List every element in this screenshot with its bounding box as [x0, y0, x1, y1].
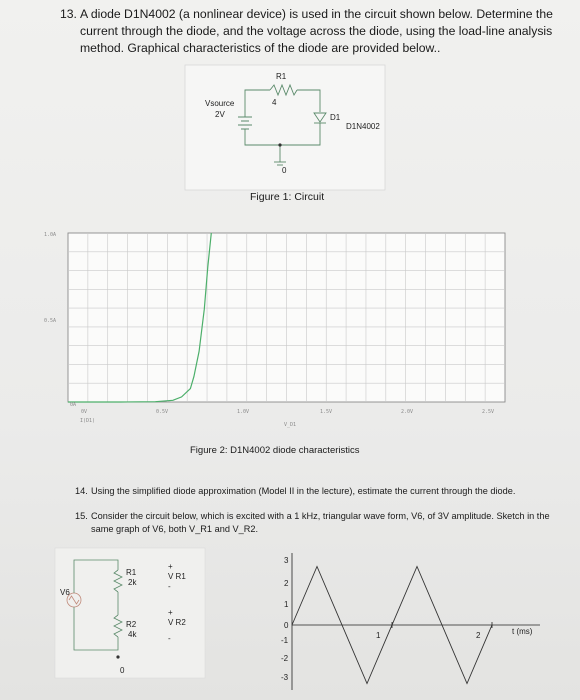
- x-tick-label: 2.0V: [401, 409, 414, 415]
- question-15-number: 15.: [75, 511, 88, 521]
- vr2-label: V R2: [168, 618, 186, 627]
- question-15-text: Consider the circuit below, which is excited with a 1 kHz, triangular wave form, V6, of 3V amplitude. Sketch in the same graph of V6, both V_R1 and V_R2.: [91, 511, 550, 534]
- wave-y-tick: -3: [281, 673, 289, 682]
- question-13-number: 13.: [60, 7, 77, 21]
- x-axis-label: V_D1: [284, 422, 297, 428]
- source-value: 2V: [215, 110, 225, 119]
- wave-x-tick: 2: [476, 631, 481, 640]
- r1-value: 4: [272, 98, 277, 107]
- x-tick-label: 0V: [81, 409, 88, 415]
- minus-sign: -: [168, 582, 171, 591]
- r1-label: R1: [276, 72, 287, 81]
- wave-y-tick: -2: [281, 654, 289, 663]
- ground-label: 0: [282, 166, 287, 175]
- wave-x-unit: t (ms): [512, 627, 533, 636]
- x-tick-label: 1.5V: [320, 409, 333, 415]
- r2-label: R2: [126, 620, 137, 629]
- diode-label: D1: [330, 113, 341, 122]
- wave-y-tick: 2: [284, 579, 289, 588]
- minus-sign: -: [168, 634, 171, 643]
- source-v6-label: V6: [60, 588, 70, 597]
- wave-x-tick: 1: [376, 631, 381, 640]
- diode-part-number: D1N4002: [346, 122, 380, 131]
- y-tick-label: 0A: [70, 402, 77, 408]
- r2-value: 4k: [128, 630, 137, 639]
- question-14-number: 14.: [75, 486, 88, 496]
- question-14-text: Using the simplified diode approximation (Model II in the lecture), estimate the current through the diode.: [91, 486, 516, 496]
- x-tick-label: 2.5V: [482, 409, 495, 415]
- figure-2-caption: Figure 2: D1N4002 diode characteristics: [190, 445, 360, 456]
- r1-label: R1: [126, 568, 137, 577]
- r1-value: 2k: [128, 578, 137, 587]
- plus-sign: +: [168, 608, 173, 617]
- source-label: Vsource: [205, 99, 235, 108]
- ground-label: 0: [120, 666, 125, 675]
- plus-sign: +: [168, 562, 173, 571]
- question-13-text: A diode D1N4002 (a nonlinear device) is used in the circuit shown below. Determine the current through the diode, and the voltage across the diode, using the load-line analysis method. Graphical characteristics of the diode are provided below..: [80, 7, 553, 55]
- wave-y-tick: -1: [281, 636, 289, 645]
- wave-y-tick: 1: [284, 600, 289, 609]
- vr1-label: V R1: [168, 572, 186, 581]
- x-tick-label: 1.0V: [237, 409, 250, 415]
- figure-1-caption: Figure 1: Circuit: [250, 191, 325, 203]
- x-tick-label: 0.5V: [156, 409, 169, 415]
- y-tick-label: 0.5A: [44, 318, 57, 324]
- legend-entry: I(D1): [80, 418, 96, 424]
- y-tick-label: 1.0A: [44, 232, 57, 238]
- wave-y-tick: 3: [284, 556, 289, 565]
- wave-y-tick: 0: [284, 621, 289, 630]
